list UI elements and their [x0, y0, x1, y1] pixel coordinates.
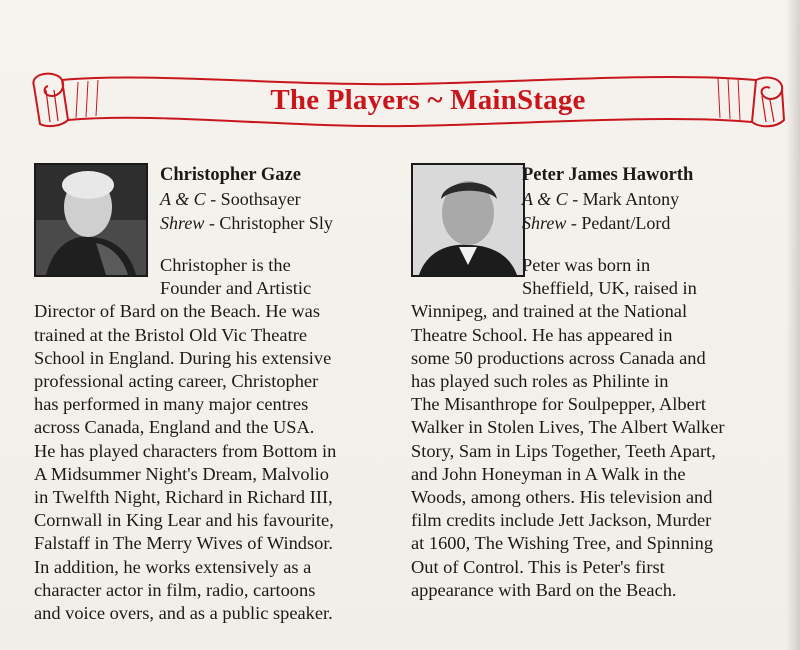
bio-line: A Midsummer Night's Dream, Malvolio: [34, 463, 329, 484]
role-line: [522, 187, 693, 211]
player-name: Peter James Haworth: [522, 165, 694, 185]
bio-line: trained at the Bristol Old Vic Theatre: [34, 324, 307, 345]
bio-line: Peter was born in: [522, 255, 651, 275]
role-line: [160, 211, 333, 235]
page-title: The Players ~ MainStage: [270, 84, 586, 116]
page-edge-shadow: [786, 0, 800, 650]
bio-line: Christopher is the: [160, 255, 291, 275]
bio-line: Director of Bard on the Beach. He was: [34, 301, 320, 322]
role-line: [160, 187, 333, 211]
bio-line: has played such roles as Philinte in: [411, 371, 669, 392]
bio-line: has performed in many major centres: [34, 394, 309, 415]
player-info: [522, 163, 693, 235]
role-part: - Christopher Sly: [204, 213, 333, 233]
play-title: A & C: [160, 189, 206, 209]
role-part: - Pedant/Lord: [566, 213, 671, 233]
bio-line: Woods, among others. His television and: [411, 487, 713, 508]
bio-line: Founder and Artistic: [160, 278, 312, 299]
bio-line: Cornwall in King Lear and his favourite,: [34, 510, 334, 531]
bio-line: Winnipeg, and trained at the National: [411, 301, 688, 322]
bio-line: He has played characters from Bottom in: [34, 440, 337, 461]
bio-line: and John Honeyman in A Walk in the: [411, 463, 686, 484]
bio-line: The Misanthrope for Soulpepper, Albert: [411, 394, 706, 415]
role-part: - Mark Antony: [567, 189, 680, 209]
bio-line: at 1600, The Wishing Tree, and Spinning: [411, 533, 714, 554]
bio-line: character actor in film, radio, cartoons: [34, 579, 316, 600]
bio-line: School in England. During his extensive: [34, 347, 332, 368]
bio-line: Out of Control. This is Peter's first: [411, 556, 665, 577]
play-title: Shrew: [160, 213, 205, 233]
bio-line: professional acting career, Christopher: [34, 371, 319, 392]
bio-line: film credits include Jett Jackson, Murder: [411, 510, 712, 531]
player-name: Christopher Gaze: [160, 165, 301, 185]
bio-line: in Twelfth Night, Richard in Richard III,: [34, 487, 333, 508]
play-title: Shrew: [522, 213, 567, 233]
bio-line: appearance with Bard on the Beach.: [411, 579, 677, 600]
player-bio: [34, 254, 414, 625]
role-part: - Soothsayer: [205, 189, 301, 209]
bio-line: In addition, he works extensively as a: [34, 556, 312, 577]
bio-line: across Canada, England and the USA.: [34, 417, 315, 438]
bio-line: Falstaff in The Merry Wives of Windsor.: [34, 533, 334, 554]
bio-line: Theatre School. He has appeared in: [411, 324, 673, 345]
title-banner: [28, 66, 788, 136]
bio-line: Story, Sam in Lips Together, Teeth Apart,: [411, 440, 716, 461]
role-line: [522, 211, 693, 235]
player-bio: [411, 254, 791, 602]
bio-line: Walker in Stolen Lives, The Albert Walker: [411, 417, 725, 438]
bio-line: and voice overs, and as a public speaker.: [34, 603, 333, 624]
player-info: [160, 163, 333, 235]
bio-line: Sheffield, UK, raised in: [522, 278, 697, 299]
play-title: A & C: [522, 189, 568, 209]
bio-line: some 50 productions across Canada and: [411, 347, 706, 368]
